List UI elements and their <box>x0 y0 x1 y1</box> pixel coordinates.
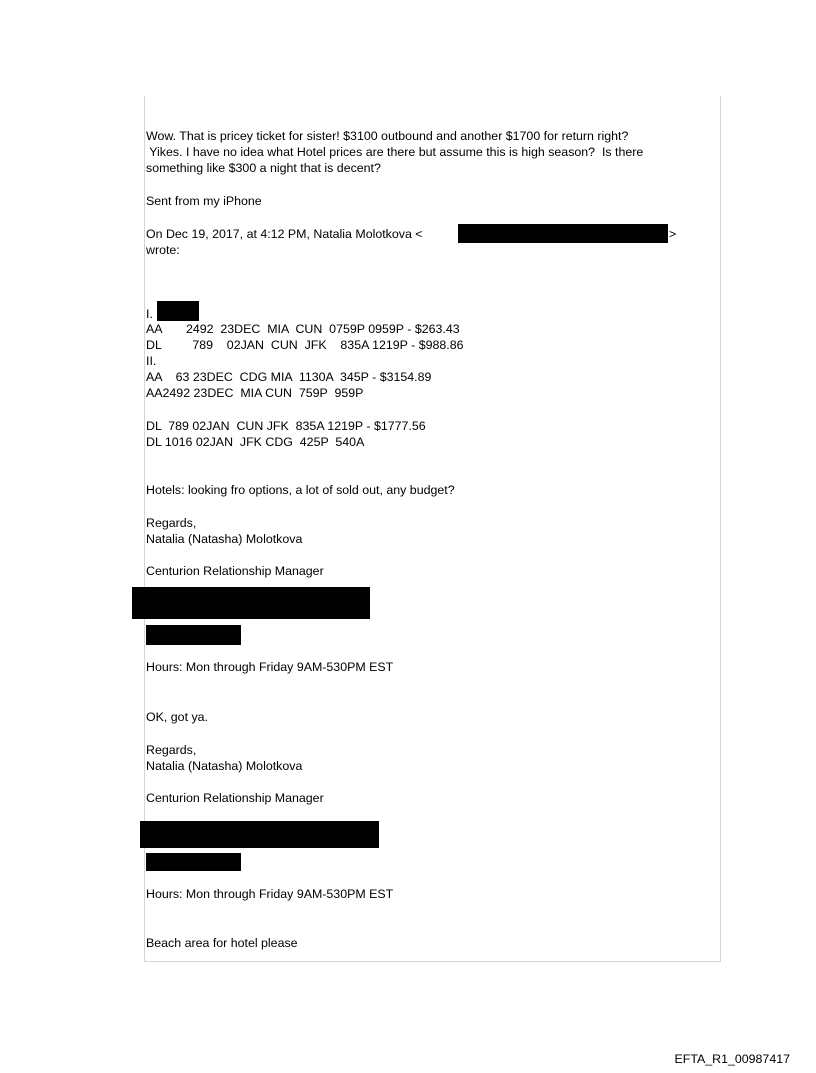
quote-header-wrote: wrote: <box>146 243 180 257</box>
signature-2-title: Centurion Relationship Manager <box>146 791 324 805</box>
redaction-email-address <box>458 224 668 243</box>
ok-line: OK, got ya. <box>146 710 208 724</box>
redaction-signature-2-phone <box>146 853 241 871</box>
redaction-signature-1-phone <box>146 625 241 645</box>
option-1-label: I. <box>146 307 153 321</box>
signature-1-title: Centurion Relationship Manager <box>146 564 324 578</box>
redaction-signature-1-block <box>132 587 370 619</box>
signature-2-name: Natalia (Natasha) Molotkova <box>146 759 303 773</box>
redaction-option-1 <box>157 301 199 321</box>
reply-line-2: Yikes. I have no idea what Hotel prices are there but assume this is high season? Is there <box>146 145 644 159</box>
beach-line: Beach area for hotel please <box>146 936 298 950</box>
option-2-flight-2: AA2492 23DEC MIA CUN 759P 959P <box>146 386 364 400</box>
hotels-line: Hotels: looking fro options, a lot of sold out, any budget? <box>146 483 455 497</box>
signature-1-hours: Hours: Mon through Friday 9AM-530PM EST <box>146 660 394 674</box>
option-2-flight-3: DL 789 02JAN CUN JFK 835A 1219P - $1777.56 <box>146 419 426 433</box>
redaction-signature-2-block <box>140 821 379 848</box>
reply-line-3: something like $300 a night that is decent? <box>146 161 381 175</box>
signature-1-regards: Regards, <box>146 516 197 530</box>
option-1-flight-2: DL 789 02JAN CUN JFK 835A 1219P - $988.86 <box>146 338 464 352</box>
sent-from-line: Sent from my iPhone <box>146 194 262 208</box>
option-2-flight-4: DL 1016 02JAN JFK CDG 425P 540A <box>146 435 365 449</box>
signature-1-name: Natalia (Natasha) Molotkova <box>146 532 303 546</box>
signature-2-regards: Regards, <box>146 743 197 757</box>
option-1-flight-1: AA 2492 23DEC MIA CUN 0759P 0959P - $263.43 <box>146 322 460 336</box>
quote-header-text: On Dec 19, 2017, at 4:12 PM, Natalia Molotkova < <box>146 227 423 241</box>
signature-2-hours: Hours: Mon through Friday 9AM-530PM EST <box>146 887 394 901</box>
bates-number: EFTA_R1_00987417 <box>674 1052 790 1066</box>
quote-header <box>146 227 423 241</box>
quote-header-close: > <box>669 227 677 241</box>
reply-line-1: Wow. That is pricey ticket for sister! $3100 outbound and another $1700 for return right? <box>146 129 629 143</box>
option-2-flight-1: AA 63 23DEC CDG MIA 1130A 345P - $3154.89 <box>146 370 432 384</box>
option-2-label: II. <box>146 354 157 368</box>
